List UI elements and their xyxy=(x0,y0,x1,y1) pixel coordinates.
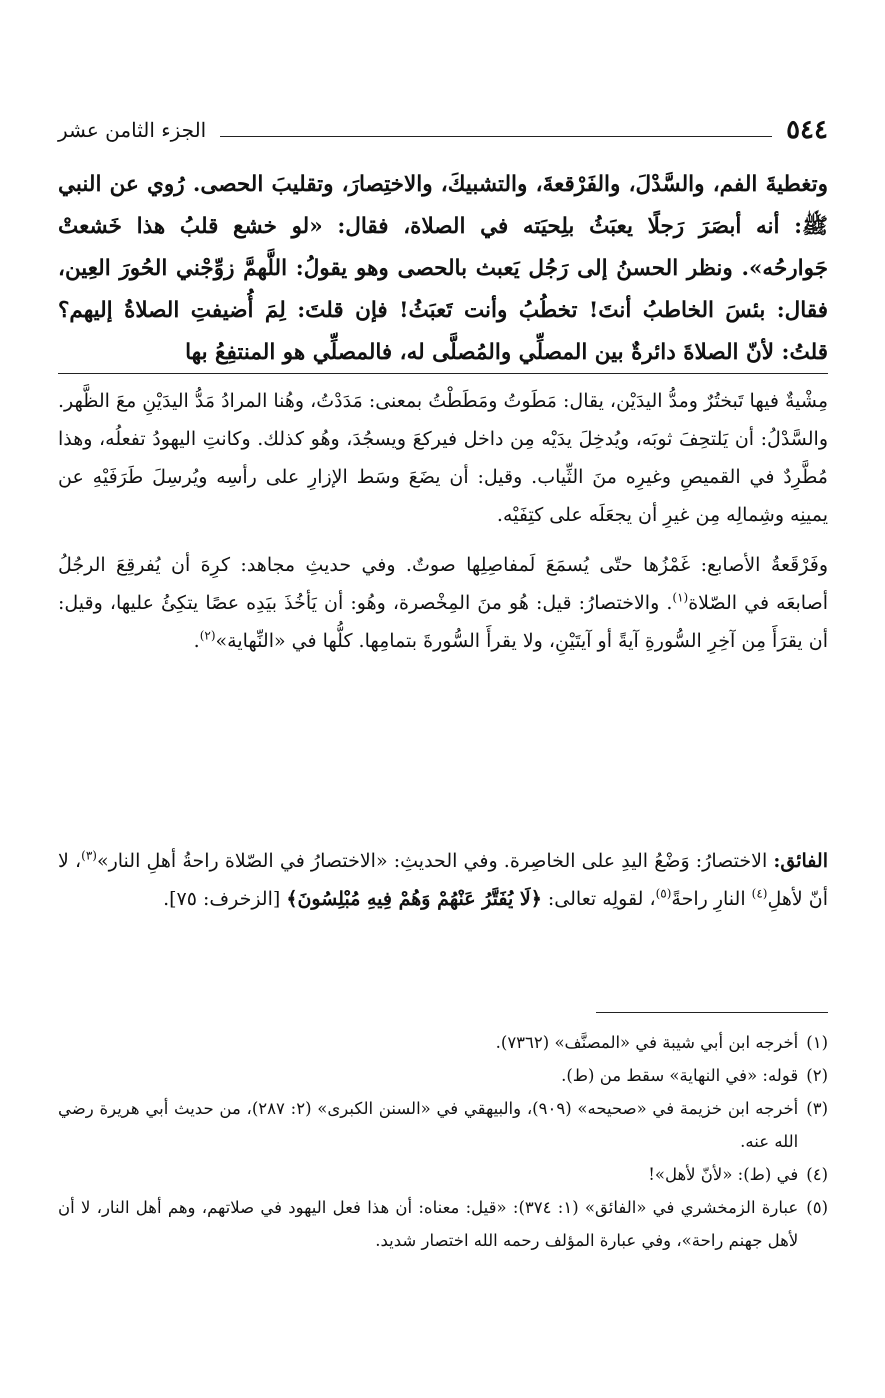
main-text-divider xyxy=(58,373,828,374)
commentary-text: . والاختصارُ: قيل: هُو منَ المِخْصرة، وهُو: أن يَأخُذَ بيَدِه عصًا يتكِئُ عليها، وقيل: أن يقرَأَ مِن آخِرِ السُّورةِ آيةً أو آيتَيْنِ، ولا يقرأَ السُّورةَ بتمامِها. كلُّها في «النِّهاية» xyxy=(58,592,828,652)
faiq-text: [الزخرف: ٧٥]. xyxy=(163,888,287,910)
footnote xyxy=(58,1158,828,1191)
footnote-text: في (ط): «لأنّ لأهل»! xyxy=(648,1165,799,1184)
header-rule xyxy=(220,136,772,137)
footnote-text: عبارة الزمخشري في «الفائق» (١: ٣٧٤): «قيل: معناه: أن هذا فعل اليهود في صلاتهم، وهم أهل النار، لا أن لأهل جهنم راحة»، وفي عبارة المؤلف رحمه الله اختصار شديد. xyxy=(58,1198,799,1250)
book-page xyxy=(58,0,828,1398)
part-title: الجزء الثامن عشر xyxy=(58,118,207,142)
footnotes xyxy=(58,1026,828,1257)
quran-verse: ﴿لَا يُفَتَّرُ عَنْهُمْ وَهُمْ فِيهِ مُبْلِسُونَ﴾ xyxy=(286,888,542,910)
footnote-number: (١) xyxy=(806,1033,828,1052)
commentary-paragraph-1: مِشْيةٌ فيها تَبختُرٌ ومدُّ اليدَيْن، يقال: مَطَوتُ ومَطَطْتُ بمعنى: مَدَدْتُ، وهُنا المرادُ مَدُّ اليدَيْنِ معَ الظَّهر. والسَّدْلُ: أن يَلتحِفَ ثوبَه، ويُدخِلَ يدَيْه مِن داخل فيركعَ ويسجُدَ، وهُو كذلك. وكانتِ اليهودُ تفعلُه، وهذا مُطَّرِدٌ في القميصِ وغيرِه منَ الثِّياب. وقيل: أن يضَعَ وسَط الإزارِ على رأسِه ويُرسِلَ طَرَفَيْهِ عن يمينِه وشِمالِه مِن غيرِ أن يجعَلَه على كتِفَيْه. xyxy=(58,390,828,526)
commentary-paragraph-2 xyxy=(58,546,828,660)
commentary xyxy=(58,382,828,660)
footnote-text: قوله: «في النهاية» سقط من (ط). xyxy=(561,1066,799,1085)
footnote xyxy=(58,1191,828,1257)
footnote-number: (٥) xyxy=(806,1198,828,1217)
main-paragraph: وتغطيةَ الفم، والسَّدْلَ، والفَرْقعةَ، والتشبيكَ، والاختِصارَ، وتقليبَ الحصى. رُوي عن النبي ﷺ: أنه أبصَرَ رَجلًا يعبَثُ بلِحيَته في الصلاة، فقال: «لو خشع قلبُ هذا خَشعتْ جَوارحُه». ونظر الحسنُ إلى رَجُل يَعبث بالحصى وهو يقولُ: اللَّهمَّ زوِّجْني الحُورَ العِين، فقال: بئسَ الخاطبُ أنتَ! تخطُبُ وأنت تَعبَثُ! فإن قلتَ: لِمَ أُضيفتِ الصلاةُ إليهم؟ قلتُ: لأنّ الصلاةَ دائرةٌ بين المصلِّي والمُصلَّى له، فالمصلِّي هو المنتفِعُ بها xyxy=(58,172,828,365)
footnote-number: (٤) xyxy=(806,1165,828,1184)
footnote xyxy=(58,1059,828,1092)
page-number: ٥٤٤ xyxy=(786,115,828,145)
footnote-mark-5[interactable]: (٥) xyxy=(655,886,672,901)
footnote-mark-1[interactable]: (١) xyxy=(672,590,689,605)
footnote xyxy=(58,1026,828,1059)
faiq-paragraph xyxy=(58,842,828,918)
running-head xyxy=(58,108,828,152)
footnotes-divider xyxy=(596,1012,828,1013)
footnote-number: (٢) xyxy=(806,1066,828,1085)
commentary-text: وفَرْقَعةُ الأصابع: غَمْزُها حتّى يُسمَعَ لَمفاصِلِها صوتٌ. وفي حديثِ مجاهد: كرِهَ أن يُفرقِعَ الرجُلُ أصابعَه في الصّلاة xyxy=(58,554,828,614)
commentary-text: . xyxy=(193,630,200,652)
footnote-mark-2[interactable]: (٢) xyxy=(199,628,216,643)
faiq-text: ، لقولِه تعالى: xyxy=(541,888,656,910)
faiq-text: الاختصارُ: وَضْعُ اليدِ على الخاصِرة. وفي الحديثِ: «الاختصارُ في الصّلاة راحةُ أهلِ النار» xyxy=(96,850,774,872)
footnote-text: أخرجه ابن أبي شيبة في «المصنَّف» (٧٣٦٢). xyxy=(495,1033,799,1052)
footnote-text: أخرجه ابن خزيمة في «صحيحه» (٩٠٩)، والبيهقي في «السنن الكبرى» (٢: ٢٨٧)، من حديث أبي هريرة رضي الله عنه. xyxy=(58,1099,799,1151)
faiq-label: الفائق: xyxy=(773,850,828,872)
faiq-text-block xyxy=(58,842,828,918)
footnote xyxy=(58,1092,828,1158)
footnote-mark-3[interactable]: (٣) xyxy=(81,848,97,863)
faiq-text: ، لا أنّ لأهلِ xyxy=(58,850,828,910)
footnote-mark-4[interactable]: (٤) xyxy=(751,886,768,901)
faiq-text: النارِ راحةً xyxy=(671,888,752,910)
footnote-number: (٣) xyxy=(806,1099,828,1118)
main-text xyxy=(58,164,828,374)
